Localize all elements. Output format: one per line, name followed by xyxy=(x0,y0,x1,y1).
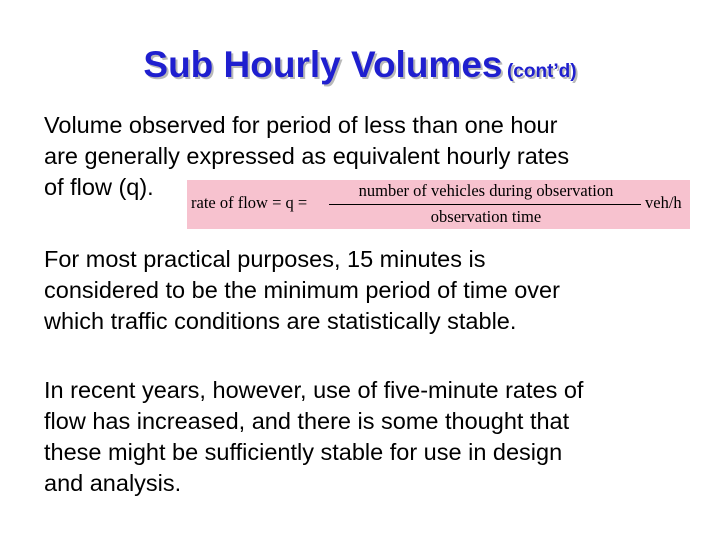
slide-title xyxy=(0,44,720,86)
paragraph-line: Volume observed for period of less than one hour xyxy=(44,112,558,138)
paragraph-line: are generally expressed as equivalent hourly rates xyxy=(44,143,570,169)
paragraph-line: which traffic conditions are statistically stable. xyxy=(44,308,517,334)
paragraph-line: of flow (q). xyxy=(44,174,154,200)
formula-lhs: rate of flow = q = xyxy=(191,193,308,212)
paragraph-five-minute-rates xyxy=(44,375,583,499)
paragraph-line: considered to be the minimum period of time over xyxy=(44,277,560,303)
slide-title-main: Sub Hourly Volumes xyxy=(143,44,503,85)
formula-unit: veh/h xyxy=(645,193,682,212)
paragraph-line: these might be sufficiently stable for use in design xyxy=(44,439,563,465)
formula-fraction-bar xyxy=(329,204,641,205)
paragraph-line: For most practical purposes, 15 minutes is xyxy=(44,246,486,272)
rate-of-flow-formula xyxy=(187,180,690,229)
paragraph-line: and analysis. xyxy=(44,470,182,496)
paragraph-line: In recent years, however, use of five-minute rates of xyxy=(44,377,584,403)
slide-title-suffix: (cont’d) xyxy=(506,61,577,82)
formula-numerator: number of vehicles during observation xyxy=(358,181,614,200)
formula-denominator: observation time xyxy=(430,207,542,226)
paragraph-15-minutes xyxy=(44,244,560,337)
paragraph-line: flow has increased, and there is some thought that xyxy=(44,408,570,434)
